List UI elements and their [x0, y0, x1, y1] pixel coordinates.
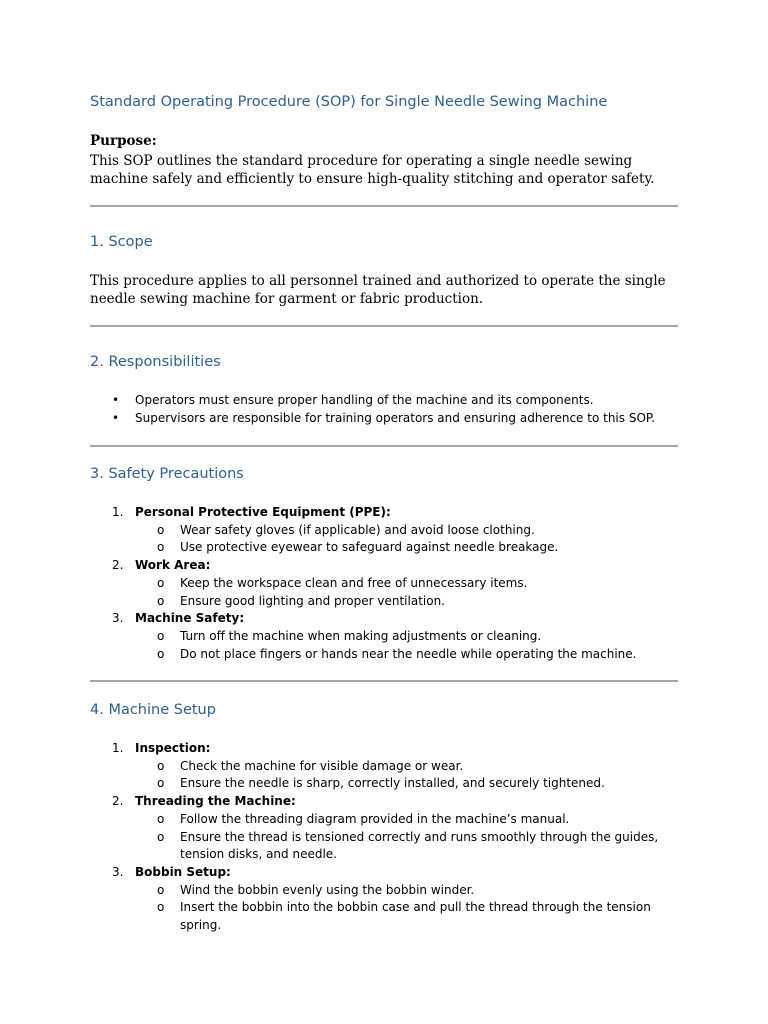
sub-list-item — [90, 882, 678, 900]
document-title: Standard Operating Procedure (SOP) for Single Needle Sewing Machine — [90, 94, 608, 110]
setup-heading: 4. Machine Setup — [90, 702, 216, 718]
sub-list-item — [90, 811, 678, 829]
list-item — [90, 864, 678, 935]
sub-bullet-icon: o — [157, 758, 165, 773]
bullet-icon: • — [112, 410, 120, 425]
list-item-label: Personal Protective Equipment (PPE): — [135, 505, 391, 519]
sub-list-item — [90, 539, 678, 557]
responsibilities-heading: 2. Responsibilities — [90, 354, 221, 370]
list-number: 1. — [112, 741, 124, 755]
sub-list — [90, 628, 678, 663]
sub-list-item — [90, 758, 678, 776]
purpose-label: Purpose: — [90, 133, 157, 149]
sub-bullet-icon: o — [157, 829, 165, 844]
sub-list-item-text: Wind the bobbin evenly using the bobbin winder. — [180, 882, 475, 897]
list-item-text: Operators must ensure proper handling of the machine and its components. — [135, 393, 594, 407]
sub-bullet-icon: o — [157, 522, 165, 537]
sub-list-item-text: Ensure the needle is sharp, correctly installed, and securely tightened. — [180, 776, 605, 791]
sub-list-item-text: Use protective eyewear to safeguard against needle breakage. — [180, 540, 559, 555]
list-item-label: Work Area: — [135, 558, 211, 573]
sub-list-item-text: Check the machine for visible damage or wear. — [180, 758, 464, 773]
sub-list-item-text: Do not place fingers or hands near the needle while operating the machine. — [180, 646, 637, 661]
setup-list — [90, 740, 678, 935]
sub-list-item-text: Ensure the thread is tensioned correctly and runs smoothly through the guides, tension disks, and needle. — [180, 829, 659, 862]
sub-list-item — [90, 628, 678, 646]
sub-list-item-text: Insert the bobbin into the bobbin case and pull the thread through the tension spring. — [180, 900, 651, 933]
safety-heading: 3. Safety Precautions — [90, 466, 244, 482]
list-item — [90, 557, 678, 610]
list-item — [90, 740, 678, 793]
list-item — [90, 504, 678, 557]
list-number: 2. — [112, 794, 124, 809]
purpose-text: This SOP outlines the standard procedure for operating a single needle sewing machine safely and efficiently to ensure high-quality stitching and operator safety. — [90, 153, 655, 187]
list-item — [90, 793, 678, 864]
scope-text: This procedure applies to all personnel trained and authorized to operate the single needle sewing machine for garment or fabric production. — [90, 273, 666, 307]
list-item-label: Bobbin Setup: — [135, 864, 231, 879]
sub-bullet-icon: o — [157, 900, 165, 915]
sub-list — [90, 575, 678, 610]
list-number: 1. — [112, 505, 124, 519]
bullet-icon: • — [112, 393, 120, 407]
sub-list-item — [90, 575, 678, 593]
sub-bullet-icon: o — [157, 811, 165, 826]
list-item-label: Machine Safety: — [135, 611, 245, 626]
sub-bullet-icon: o — [157, 540, 165, 555]
list-number: 3. — [112, 864, 124, 879]
sub-list-item — [90, 829, 678, 864]
sub-list — [90, 758, 678, 793]
list-item — [90, 610, 678, 663]
safety-list — [90, 504, 678, 663]
responsibilities-list — [90, 392, 678, 427]
sub-bullet-icon: o — [157, 776, 165, 791]
sub-list-item — [90, 522, 678, 540]
list-item — [90, 392, 678, 410]
sub-bullet-icon: o — [157, 575, 165, 590]
sub-list-item — [90, 899, 678, 934]
section-divider — [90, 680, 678, 682]
sub-list — [90, 522, 678, 557]
list-item-label: Inspection: — [135, 741, 211, 755]
section-divider — [90, 325, 678, 327]
list-item-label: Threading the Machine: — [135, 794, 296, 809]
sub-list-item-text: Ensure good lighting and proper ventilation. — [180, 593, 445, 608]
list-number: 2. — [112, 558, 124, 573]
sub-list — [90, 882, 678, 935]
sub-list-item — [90, 646, 678, 664]
sub-list-item — [90, 775, 678, 793]
list-number: 3. — [112, 611, 124, 626]
sub-bullet-icon: o — [157, 882, 165, 897]
sub-bullet-icon: o — [157, 628, 165, 643]
sub-list — [90, 811, 678, 864]
list-item-text: Supervisors are responsible for training operators and ensuring adherence to this SOP. — [135, 410, 656, 425]
section-divider — [90, 205, 678, 207]
sub-list-item-text: Turn off the machine when making adjustments or cleaning. — [180, 628, 542, 643]
list-item — [90, 410, 678, 428]
sub-list-item-text: Keep the workspace clean and free of unnecessary items. — [180, 575, 528, 590]
section-divider — [90, 445, 678, 447]
sub-bullet-icon: o — [157, 646, 165, 661]
sub-list-item — [90, 593, 678, 611]
sub-bullet-icon: o — [157, 593, 165, 608]
scope-heading: 1. Scope — [90, 234, 153, 250]
sub-list-item-text: Follow the threading diagram provided in the machine’s manual. — [180, 811, 570, 826]
sub-list-item-text: Wear safety gloves (if applicable) and avoid loose clothing. — [180, 522, 535, 537]
